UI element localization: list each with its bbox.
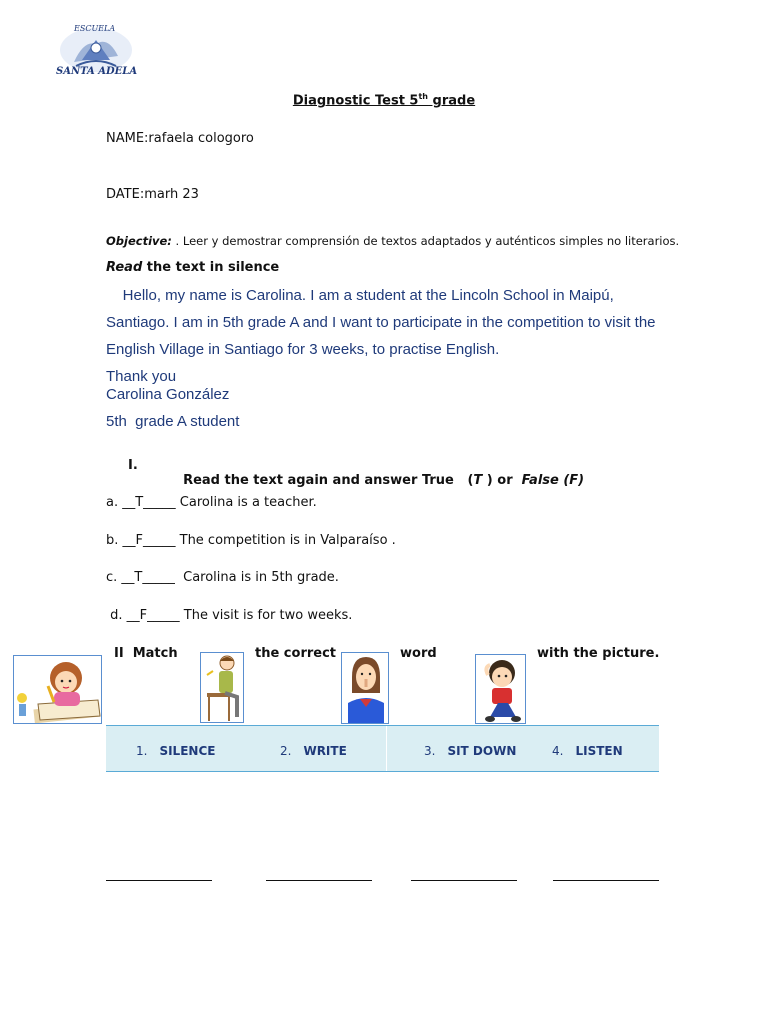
section-2-word-4: with the picture. (537, 646, 660, 661)
reading-role: 5th grade A student (106, 413, 240, 430)
section-2-word-3: word (400, 646, 437, 661)
answer-blank-1[interactable] (106, 880, 212, 881)
option-number: 2. (280, 744, 292, 758)
option-number: 4. (552, 744, 564, 758)
option-label: SILENCE (159, 744, 216, 758)
picture-woman-silence (341, 652, 389, 724)
school-logo (52, 22, 140, 82)
picture-girl-writing (13, 655, 102, 724)
option-label: WRITE (303, 744, 347, 758)
answer-blank-3[interactable] (411, 880, 517, 881)
instruction-italic: Read (106, 260, 143, 275)
question-d: d. __F_____ The visit is for two weeks. (106, 608, 353, 623)
objective-line (106, 234, 679, 248)
reading-thanks: Thank you (106, 368, 177, 385)
title-tail: grade (428, 93, 476, 109)
section-2-word-2: the correct (255, 646, 337, 661)
question-c: c. __T_____ Carolina is in 5th grade. (106, 570, 339, 585)
logo-text-bottom: SANTA ADELA (56, 66, 138, 77)
option-sit-down (424, 744, 516, 758)
title-sup: th (418, 92, 429, 101)
option-label: LISTEN (575, 744, 623, 758)
title-main: Diagnostic Test 5 (292, 93, 419, 109)
date-line: DATE:marh 23 (106, 187, 199, 202)
page-title (0, 92, 768, 108)
section-1-numeral: I. (128, 458, 138, 473)
option-listen (552, 744, 623, 758)
reading-signature: Carolina González (106, 386, 230, 403)
woman-silence-illustration (342, 653, 389, 724)
girl-writing-illustration (14, 656, 102, 724)
question-b: b. __F_____ The competition is in Valparaíso . (106, 533, 396, 548)
name-line: NAME:rafaela cologoro (106, 131, 254, 146)
word-options-table (106, 725, 659, 772)
section-1-heading-b: ) or (482, 473, 522, 488)
question-a: a. __T_____ Carolina is a teacher. (106, 495, 317, 510)
reading-instruction (106, 260, 279, 275)
section-1-heading-a: Read the text again and answer True ( (183, 473, 474, 488)
section-1-heading-f: False (F) (521, 473, 585, 488)
section-2-label: II Match (114, 646, 178, 661)
reading-line-2: Santiago. I am in 5th grade A and I want to participate in the competition to visit the (106, 314, 656, 331)
reading-line-3: English Village in Santiago for 3 weeks, to practise English. (106, 341, 500, 358)
section-1-heading (174, 458, 584, 488)
reading-line-1: Hello, my name is Carolina. I am a student at the Lincoln School in Maipú, (106, 287, 614, 304)
answer-blank-4[interactable] (553, 880, 659, 881)
objective-text: . Leer y demostrar comprensión de textos adaptados y auténticos simples no literarios. (171, 234, 680, 248)
option-silence (136, 744, 215, 758)
picture-boy-sitting (200, 652, 244, 723)
option-number: 3. (424, 744, 436, 758)
answer-blank-2[interactable] (266, 880, 372, 881)
table-divider (386, 726, 387, 771)
picture-boy-listening (475, 654, 526, 724)
boy-listening-illustration (476, 655, 526, 724)
logo-text-top: ESCUELA (74, 24, 116, 33)
section-1-heading-t: T (473, 473, 483, 488)
option-write (280, 744, 347, 758)
instruction-rest: the text in silence (142, 260, 280, 275)
boy-sitting-illustration (201, 653, 244, 723)
option-label: SIT DOWN (447, 744, 517, 758)
option-number: 1. (136, 744, 148, 758)
objective-label: Objective: (106, 234, 172, 248)
